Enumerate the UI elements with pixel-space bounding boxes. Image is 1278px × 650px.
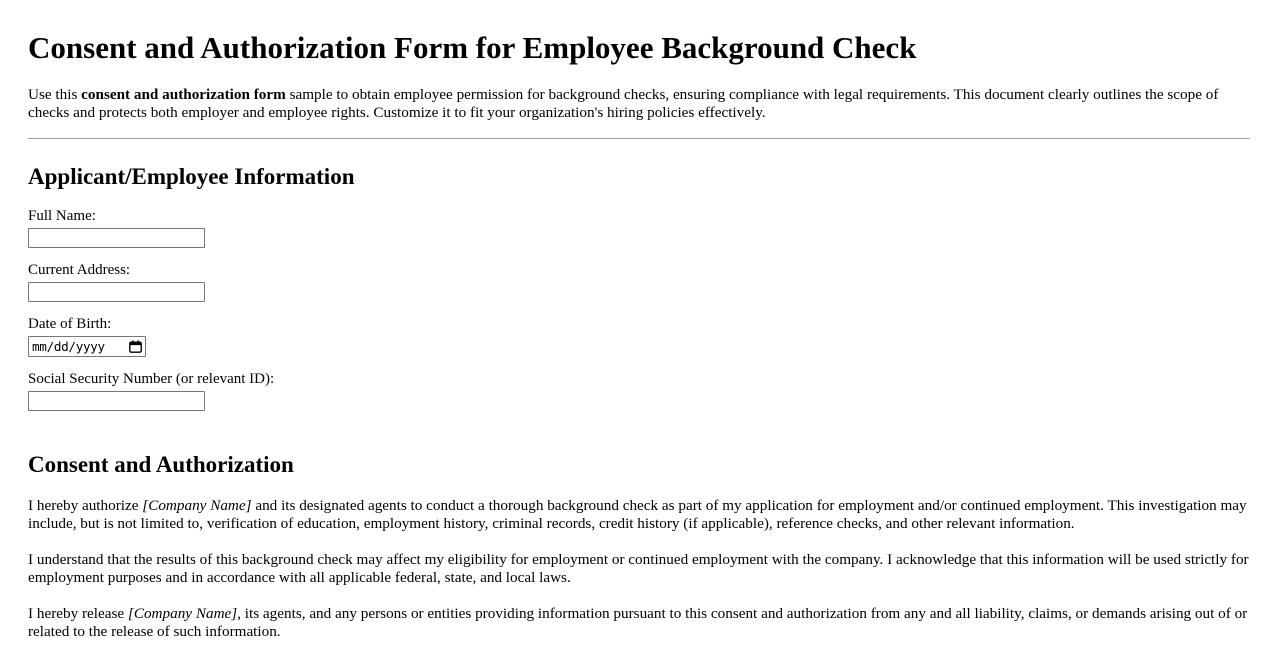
full-name-label: Full Name:: [28, 208, 96, 225]
intro-text-bold: consent and authorization form: [81, 85, 286, 103]
intro-text-after-bold: sample to obtain employee permission for background checks, ensuring compliance with legal requirements. This document clearly outlines the scope of checks and protects both employer and employee rights. Customize it to fit your organization's hiring policies effectively.: [28, 85, 1219, 121]
consent-paragraph-1-part2: and its designated agents to conduct a thorough background check as part of my application for employment and/or continued employment. This investigation may include, but is not limited to, verification of education, employment history, criminal records, credit history (if applicable), reference checks, and other relevant information.: [28, 496, 1247, 532]
consent-paragraph-3-company-placeholder: [Company Name]: [127, 604, 238, 622]
section-divider: [28, 138, 1250, 139]
applicant-section-heading: Applicant/Employee Information: [28, 163, 355, 189]
intro-paragraph: [28, 86, 1250, 122]
date-of-birth-placeholder: mm/dd/yyyy: [32, 339, 105, 355]
ssn-label: Social Security Number (or relevant ID):: [28, 371, 275, 388]
field-group-current-address: [28, 262, 1250, 302]
consent-paragraph-1-part1: I hereby authorize: [28, 496, 143, 514]
field-group-ssn: [28, 371, 1250, 411]
field-group-date-of-birth: [28, 316, 1250, 357]
date-of-birth-input[interactable]: [28, 336, 146, 357]
ssn-input[interactable]: [28, 391, 205, 411]
current-address-input[interactable]: [28, 282, 205, 302]
consent-paragraph-2: [28, 551, 1250, 587]
consent-section-heading: Consent and Authorization: [28, 452, 294, 478]
consent-paragraph-3-part2: , its agents, and any persons or entities providing information pursuant to this consent and authorization from any and all liability, claims, or demands arising out of or related to the release of such information.: [28, 604, 1248, 640]
page-title: Consent and Authorization Form for Employee Background Check: [28, 30, 917, 65]
consent-paragraph-1: [28, 497, 1250, 533]
full-name-input[interactable]: [28, 228, 205, 248]
intro-text-before-bold: Use this: [28, 85, 82, 103]
field-group-full-name: [28, 208, 1250, 248]
consent-paragraph-3: [28, 605, 1250, 641]
current-address-label: Current Address:: [28, 262, 131, 279]
consent-paragraph-2-part1: I understand that the results of this background check may affect my eligibility for employment or continued employment with the company. I acknowledge that this information will be used strictly for employment purposes and in accordance with all applicable federal, state, and local laws.: [28, 550, 1249, 586]
calendar-icon[interactable]: [129, 340, 142, 353]
date-of-birth-label: Date of Birth:: [28, 316, 112, 333]
consent-paragraph-1-company-placeholder: [Company Name]: [142, 496, 252, 514]
consent-paragraph-3-part1: I hereby release: [28, 604, 128, 622]
